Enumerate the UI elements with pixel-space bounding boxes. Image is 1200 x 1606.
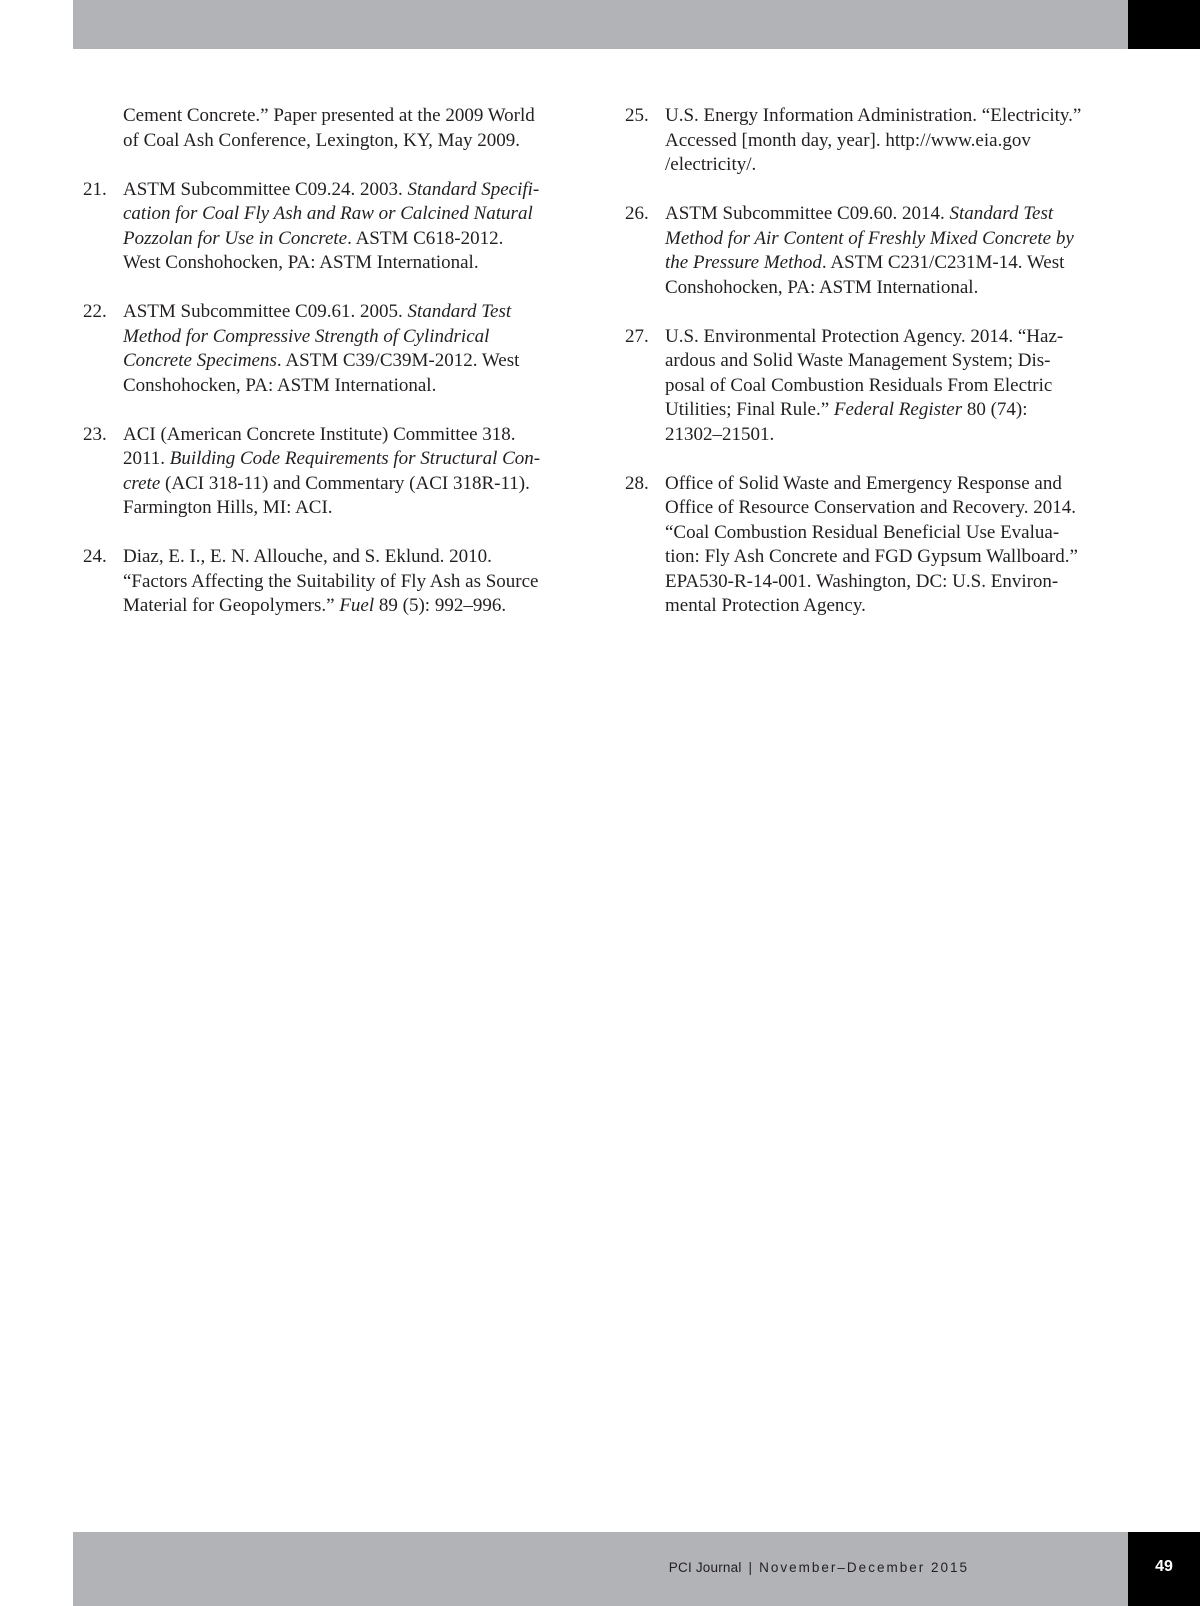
reference-line (665, 153, 1115, 178)
footer-bar (73, 1532, 1128, 1606)
reference-line (123, 227, 573, 252)
reference-line (665, 276, 1115, 301)
reference-text: of Coal Ash Conference, Lexington, KY, May 2009. (123, 129, 521, 151)
reference-line (123, 374, 573, 399)
reference-line (123, 129, 573, 154)
reference-line (665, 325, 1115, 350)
reference-text: ACI (American Concrete Institute) Committee 318. (123, 423, 516, 445)
reference-text: Diaz, E. I., E. N. Allouche, and S. Eklund. 2010. (123, 546, 492, 567)
reference-title-text: Concrete Specimens (123, 350, 277, 371)
reference-line (665, 398, 1115, 423)
reference-line (123, 251, 573, 276)
right-column (625, 104, 1115, 643)
reference-text: Accessed [month day, year]. http://www.eia.gov (665, 129, 1031, 151)
reference-line (665, 202, 1115, 227)
reference-line (123, 447, 573, 472)
reference-continuation (83, 104, 573, 153)
reference-line (123, 349, 573, 374)
reference-line (665, 349, 1115, 374)
header-bar (73, 0, 1128, 49)
reference-title-text: Fuel (339, 595, 375, 616)
reference-number: 28. (625, 472, 649, 494)
reference-number: 21. (83, 178, 107, 200)
reference-text: 89 (5): 992–996. (374, 595, 507, 616)
reference-line (665, 545, 1115, 570)
reference-line (123, 496, 573, 521)
reference-list-left (83, 178, 573, 619)
footer-journal-info (669, 1560, 969, 1575)
reference-line (123, 104, 573, 129)
reference-text: tion: Fly Ash Concrete and FGD Gypsum Wallboard.” (665, 546, 1078, 567)
reference-item (625, 325, 1115, 448)
reference-text: (ACI 318-11) and Commentary (ACI 318R-11). (160, 472, 530, 494)
reference-line (123, 178, 573, 203)
reference-text: ardous and Solid Waste Management System; Dis- (665, 350, 1051, 371)
reference-text: Office of Solid Waste and Emergency Response and (665, 472, 1062, 494)
reference-text: ASTM Subcommittee C09.60. 2014. (665, 203, 950, 224)
reference-line (123, 423, 573, 448)
reference-item (83, 178, 573, 276)
reference-text: EPA530-R-14-001. Washington, DC: U.S. Environ- (665, 570, 1059, 592)
reference-line (665, 594, 1115, 619)
reference-title-text: Pozzolan for Use in Concrete (123, 227, 348, 249)
reference-title-text: Building Code Requirements for Structural Con- (169, 448, 541, 469)
reference-item (83, 545, 573, 619)
reference-number: 26. (625, 203, 649, 224)
reference-line (665, 129, 1115, 154)
reference-title-text: Standard Test (407, 301, 512, 322)
reference-text: Material for Geopolymers.” (123, 595, 340, 616)
reference-text: Farmington Hills, MI: ACI. (123, 497, 333, 518)
reference-title-text: crete (123, 472, 161, 494)
reference-line (123, 472, 573, 497)
reference-text: Cement Concrete.” Paper presented at the 2009 World (123, 105, 535, 126)
reference-item (625, 202, 1115, 300)
reference-line (665, 251, 1115, 276)
reference-line (665, 423, 1115, 448)
reference-line (665, 496, 1115, 521)
reference-text: . ASTM C231/C231M-14. West (821, 252, 1065, 273)
reference-line (665, 227, 1115, 252)
reference-number: 24. (83, 546, 107, 567)
reference-number: 25. (625, 105, 649, 126)
reference-line (665, 570, 1115, 595)
left-column (83, 104, 573, 643)
reference-line (123, 570, 573, 595)
reference-text: ASTM Subcommittee C09.24. 2003. (123, 178, 408, 200)
reference-line (123, 300, 573, 325)
reference-title-text: Federal Register (833, 399, 963, 420)
reference-text: 21302–21501. (665, 423, 775, 445)
reference-text: Office of Resource Conservation and Recovery. 2014. (665, 497, 1077, 518)
reference-line (123, 202, 573, 227)
reference-item (83, 423, 573, 521)
reference-title-text: Standard Specifi- (407, 178, 540, 200)
reference-text: Conshohocken, PA: ASTM International. (665, 276, 979, 298)
reference-item (83, 300, 573, 398)
issue-date: November–December 2015 (759, 1560, 969, 1575)
reference-text: Utilities; Final Rule.” (665, 399, 834, 420)
reference-line (665, 521, 1115, 546)
footer-separator: | (748, 1560, 753, 1575)
reference-list-right (625, 104, 1115, 619)
reference-title-text: Standard Test (949, 203, 1054, 224)
reference-number: 27. (625, 325, 649, 347)
reference-line (665, 374, 1115, 399)
reference-text: /electricity/. (665, 154, 757, 175)
reference-title-text: cation for Coal Fly Ash and Raw or Calcined Natural (123, 203, 533, 224)
reference-text: Conshohocken, PA: ASTM International. (123, 374, 437, 396)
reference-text: ASTM Subcommittee C09.61. 2005. (123, 301, 408, 322)
reference-text: . ASTM C618-2012. (347, 227, 504, 249)
reference-text: 2011. (123, 448, 170, 469)
reference-line (665, 472, 1115, 497)
reference-item (625, 472, 1115, 619)
reference-item (625, 104, 1115, 178)
reference-number: 22. (83, 301, 107, 322)
reference-title-text: the Pressure Method (665, 252, 822, 273)
reference-text: U.S. Energy Information Administration. “Electricity.” (665, 105, 1082, 126)
reference-line (665, 104, 1115, 129)
page-number: 49 (1155, 1558, 1173, 1575)
reference-text: U.S. Environmental Protection Agency. 2014. “Haz- (665, 325, 1064, 347)
reference-line (123, 594, 573, 619)
reference-text: “Factors Affecting the Suitability of Fly Ash as Source (123, 570, 539, 592)
journal-name: PCI Journal (668, 1560, 742, 1575)
reference-text: mental Protection Agency. (665, 595, 866, 616)
reference-line (123, 545, 573, 570)
reference-title-text: Method for Air Content of Freshly Mixed Concrete by (665, 227, 1074, 249)
reference-text: . ASTM C39/C39M-2012. West (276, 350, 520, 371)
header-corner-block (1128, 0, 1200, 49)
reference-text: posal of Coal Combustion Residuals From Electric (665, 374, 1053, 396)
reference-line (123, 325, 573, 350)
reference-text: “Coal Combustion Residual Beneficial Use Evalua- (665, 521, 1060, 543)
reference-title-text: Method for Compressive Strength of Cylindrical (123, 325, 490, 347)
reference-text: 80 (74): (962, 399, 1028, 420)
reference-text: West Conshohocken, PA: ASTM International. (123, 252, 479, 273)
reference-number: 23. (83, 423, 107, 445)
